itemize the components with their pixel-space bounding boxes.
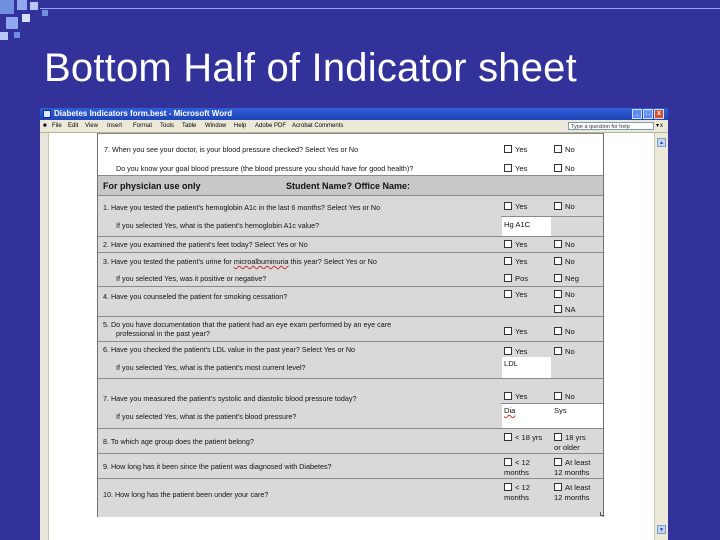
word-doc-icon: ■ [43,123,47,129]
checkbox-icon [504,202,512,210]
menu-table[interactable]: Table [182,123,197,129]
deco-square [0,0,14,14]
option-no[interactable]: No [554,392,575,401]
option-label-line2: or older [554,443,580,452]
checkbox-icon [554,274,562,282]
close-button[interactable]: x [654,109,664,119]
vertical-ruler [40,133,49,540]
checkbox-icon [554,347,562,355]
cell-divider [501,403,603,404]
question-row-10 [98,478,603,517]
a1c-field-label: Hg A1C [504,220,531,229]
question-row-1 [98,195,603,237]
question-text: Do you know your goal blood pressure (the blood pressure you should have for good health)? [116,164,414,173]
question-text: professional in the past year? [116,329,210,338]
option-label-line2: months [504,493,529,502]
checkbox-icon [504,483,512,491]
question-text: 7. When you see your doctor, is your blood pressure checked? Select Yes or No [104,145,359,154]
question-text: 2. Have you examined the patient's feet today? Select Yes or No [103,240,308,249]
question-row-9 [98,453,603,479]
scroll-up-arrow-icon[interactable]: ▲ [657,138,666,147]
option-no[interactable]: No [554,145,575,154]
question-text: If you selected Yes, what is the patient's most current level? [116,363,306,372]
question-text: If you selected Yes, was it positive or negative? [116,274,267,283]
question-text: 9. How long has it been since the patient was diagnosed with Diabetes? [103,462,332,471]
checkbox-icon [504,145,512,153]
question-text: 6. Have you checked the patient's LDL value in the past year? Select Yes or No [103,345,356,354]
deco-square [0,32,8,40]
option-yes[interactable]: Yes [504,240,527,249]
checkbox-icon [554,290,562,298]
checkbox-icon [504,392,512,400]
checkbox-icon [504,274,512,282]
window-titlebar [40,108,668,120]
option-label-line2: 12 months [554,468,590,477]
option-label-line2: months [504,468,529,477]
question-row-5 [98,316,603,342]
table-end-mark [600,512,604,516]
option-no[interactable]: No [554,347,575,356]
chevron-down-icon[interactable]: ▾ [656,123,660,129]
option-no[interactable]: No [554,164,575,173]
checkbox-icon [504,347,512,355]
deco-square [17,0,27,10]
checkbox-icon [504,327,512,335]
question-text: If you selected Yes, what is the patient's blood pressure? [116,412,297,421]
deco-square [14,32,20,38]
option-positive[interactable]: Pos [504,274,528,283]
question-text: 4. Have you counseled the patient for smoking cessation? [103,292,288,301]
menu-adobe-pdf[interactable]: Adobe PDF [255,123,287,129]
checkbox-icon [504,458,512,466]
option-under-12-months[interactable]: < 12 [504,483,530,492]
option-yes[interactable]: Yes [504,145,527,154]
systolic-field-label: Sys [554,406,567,415]
diastolic-field-label: Dia [504,406,516,415]
option-yes[interactable]: Yes [504,164,527,173]
slide-title: Bottom Half of Indicator sheet [44,46,577,90]
option-at-least-12-months[interactable]: At least [554,483,590,492]
blood-pressure-fields[interactable] [502,403,603,429]
menu-acrobat-comments[interactable]: Acrobat Comments [292,123,344,129]
question-text: 5. Do you have documentation that the patient had an eye exam performed by an eye care [103,320,392,329]
window-title: Diabetes Indicators form.best - Microsoft Word [54,109,233,118]
checkbox-icon [554,202,562,210]
menu-help[interactable]: Help [234,123,247,129]
menu-window[interactable]: Window [205,123,227,129]
ldl-field-label: LDL [504,359,518,368]
checkbox-icon [554,164,562,172]
question-row-4 [98,286,603,317]
option-yes[interactable]: Yes [504,392,527,401]
indicator-form-table [97,133,604,517]
option-under-18[interactable]: < 18 yrs [504,433,542,442]
checkbox-icon [554,458,562,466]
scroll-down-arrow-icon[interactable]: ▼ [657,525,666,534]
menu-format[interactable]: Format [133,123,153,129]
checkbox-icon [554,145,562,153]
deco-square [42,10,48,16]
checkbox-icon [554,433,562,441]
option-no[interactable]: No [554,240,575,249]
maximize-button[interactable]: □ [643,109,653,119]
menu-tools[interactable]: Tools [160,123,175,129]
option-no[interactable]: No [554,202,575,211]
word-window [40,108,668,540]
checkbox-icon [504,240,512,248]
option-yes[interactable]: Yes [504,290,527,299]
option-yes[interactable]: Yes [504,347,527,356]
question-text: 7. Have you measured the patient's systolic and diastolic blood pressure today? [103,394,357,403]
physician-header-row [98,175,603,196]
menu-edit[interactable]: Edit [68,123,79,129]
checkbox-icon [504,164,512,172]
question-row-8 [98,428,603,454]
option-label-line2: 12 months [554,493,590,502]
question-text: 3. Have you tested the patient's urine for microalbuminuria this year? Select Yes or No [103,257,377,266]
spelling-error-word: microalbuminuria [233,257,289,266]
option-under-12-months[interactable]: < 12 [504,458,530,467]
help-search-input[interactable]: Type a question for help [568,122,654,130]
deco-square [6,17,18,29]
question-text: 10. How long has the patient been under your care? [103,490,269,499]
minimize-button[interactable]: _ [632,109,642,119]
menu-insert[interactable]: Insert [107,123,123,129]
question-row-3 [98,252,603,287]
option-no[interactable]: No [554,327,575,336]
menu-file[interactable]: File [52,123,62,129]
question-text: If you selected Yes, what is the patient's hemoglobin A1c value? [116,221,320,230]
question-row-6 [98,341,603,379]
checkbox-icon [554,305,562,313]
question-text: 8. To which age group does the patient belong? [103,437,254,446]
question-text: 1. Have you tested the patient's hemoglobin A1c in the last 6 months? Select Yes or No [103,203,381,212]
checkbox-icon [554,257,562,265]
checkbox-icon [554,483,562,491]
option-no[interactable]: No [554,257,575,266]
menu-bar [40,120,668,133]
document-close-icon[interactable]: x [660,123,663,129]
deco-bar [40,8,720,9]
checkbox-icon [504,257,512,265]
question-row-2 [98,236,603,253]
deco-square [30,2,38,10]
option-at-least-12-months[interactable]: At least [554,458,590,467]
option-yes[interactable]: Yes [504,327,527,336]
checkbox-icon [504,433,512,441]
checkbox-icon [504,290,512,298]
deco-square [22,14,30,22]
option-yes[interactable]: Yes [504,202,527,211]
student-office-label: Student Name? Office Name: [286,181,411,191]
checkbox-icon [554,327,562,335]
checkbox-icon [554,392,562,400]
menu-view[interactable]: View [85,123,98,129]
option-yes[interactable]: Yes [504,257,527,266]
option-no[interactable]: No [554,290,575,299]
option-na[interactable]: NA [554,305,576,314]
word-app-icon [43,110,51,118]
vertical-scrollbar[interactable] [654,133,668,540]
option-negative[interactable]: Neg [554,274,579,283]
physician-use-label: For physician use only [103,181,201,191]
checkbox-icon [554,240,562,248]
patient-q7-row [98,133,603,176]
question-row-7 [98,378,603,429]
option-18-or-older[interactable]: 18 yrs [554,433,586,442]
